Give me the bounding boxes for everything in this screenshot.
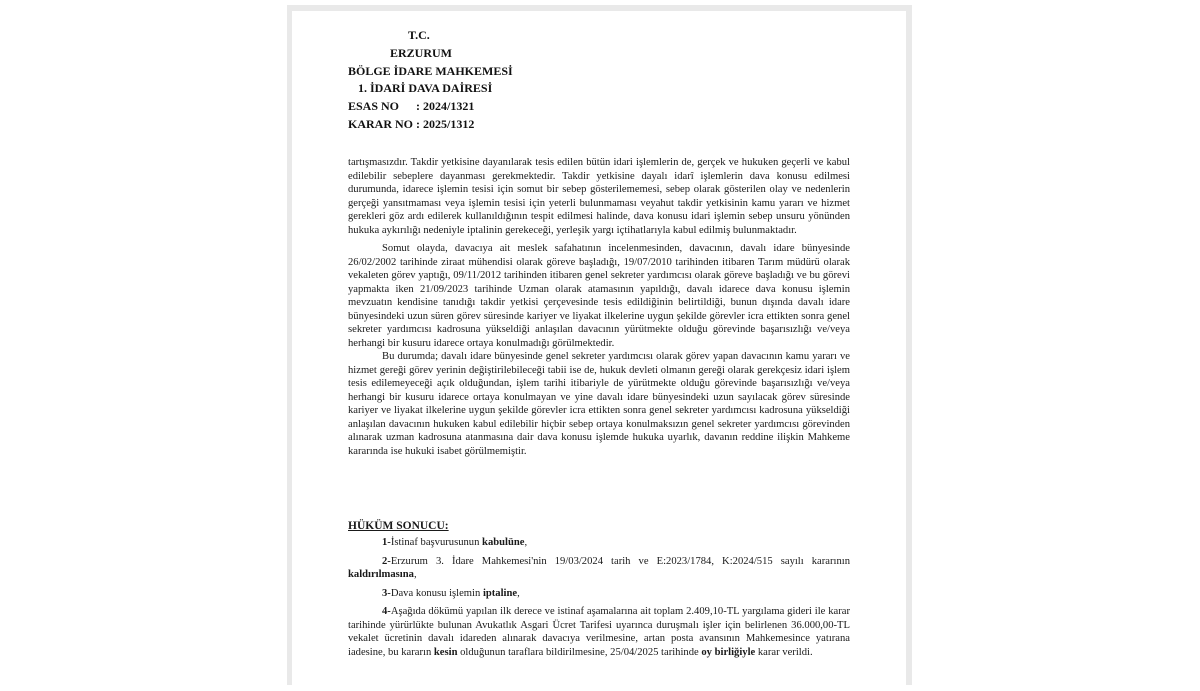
verdict-item-4-text2: olduğunun taraflara bildirilmesine, 25/04/2025 tarihinde xyxy=(457,646,702,658)
esas-label: ESAS NO xyxy=(348,99,400,113)
verdict-item-3-text: Dava konusu işlemin xyxy=(390,587,483,599)
paragraph-1: tartışmasızdır. Takdir yetkisine dayanılarak tesis edilen bütün idari işlemlerin de, gerçek ve hukuken geçerli ve kabul edilebilir sebeplere dayanması gerekmektedir. Takdir yetkisine dayalı idarî işlemlerin dava konusu edilmesi durumunda, idarece işlemin tesisi için somut bir sebep gösterilememesi, sebep olarak gösterilen olay ve nedenlerin gerçeği yansıtmaması veya işlemin tesisi için yeterli bulunmaması veyahut takdir yetkisinin kamu yararı ve hizmet gerekleri göz ardı edilerek kullanıldığının tespit edilmesi halinde, dava konusu idari işlemin sebep unsuru yönünden hukuka aykırılığı nedeniyle iptalinin gerekeceği, yerleşik yargı içtihatlarıyla kabul edilmiş bulunmaktadır. xyxy=(348,157,850,236)
verdict-item-2 xyxy=(348,555,850,582)
header-chamber: 1. İDARİ DAVA DAİRESİ xyxy=(358,81,493,95)
verdict-item-3 xyxy=(348,587,850,601)
header-court: BÖLGE İDARE MAHKEMESİ xyxy=(348,64,513,78)
verdict-item-4-text3: karar verildi. xyxy=(755,646,813,658)
paragraph-3: Bu durumda; davalı idare bünyesinde genel sekreter yardımcısı olarak görev yapan davacının kamu yararı ve hizmet gereği görev yerinin değiştirilebileceği tabii ise de, hukuk devleti olmanın gereği olarak gerekçesiz idari işlem tesis edilemeyeceği açık olduğundan, işlem tarihi itibariyle de yürütmekte olduğu görevinde başarısızlığı ve/veya herhangi bir kusuru idarece ortaya konulmayan ve yine davalı idare bünyesindeki uzun sayılacak görev süresinde kariyer ve liyakat ilkelerine uygun şekilde görevler icra ettikten sonra genel sekreter yardımcısı kadrosuna yükseldiği anlaşılan davacının hukuken kabul edilebilir hiçbir sebep ortaya konulmaksızın genel sekreter yardımcısı görevinden alınarak uzman kadrosuna atanmasına dair dava konusu işlemde hukuka uyarlık, davanın reddine ilişkin Mahkeme kararında ise hukuki isabet görülmemiştir. xyxy=(348,351,850,457)
verdict-item-4-bold-unanimous: oy birliğiyle xyxy=(701,646,756,658)
esas-number xyxy=(348,99,474,113)
verdict-item-2-end: , xyxy=(413,569,417,580)
verdict-item-1-num: 1- xyxy=(382,537,391,548)
paragraph-2: Somut olayda, davacıya ait meslek safahatının incelenmesinden, davacının, davalı idare bünyesinde 26/02/2002 tarihinde ziraat mühendisi olarak göreve başladığı, 19/07/2010 tarihinden itibaren Tarım müdürü olarak vekaleten görev yaptığı, 09/11/2012 tarihinden itibaren genel sekreter yardımcısı olarak göreve başladığı ve bu görevi yapmakta iken 21/09/2023 tarihinde Uzman olarak atamasının yapıldığı, davalı idarece dava konusu işlemin mevzuatın kendisine tanıdığı takdir yetkisi çerçevesinde tesis edildiğinin belirtildiği, bunun dışında davalı idare bünyesindeki uzun süren görev süresinde kariyer ve liyakat ilkelerine uygun şekilde görevler icra ettikten sonra genel sekreter yardımcısı kadrosuna yükseldiği anlaşılan davacının yürütmekte olduğu görevinde başarısızlığı ve/veya herhangi bir kusuru idarece ortaya konulmadığı görülmektedir. xyxy=(348,243,850,349)
verdict-item-3-bold: iptaline xyxy=(482,587,518,599)
verdict-item-4 xyxy=(348,605,850,659)
verdict-item-4-bold-kesin: kesin xyxy=(433,646,458,658)
verdict-item-4-num: 4- xyxy=(382,606,391,617)
esas-value: : 2024/1321 xyxy=(416,99,475,113)
verdict-item-2-num: 2- xyxy=(382,555,391,567)
header-city: ERZURUM xyxy=(390,46,452,60)
karar-value: : 2025/1312 xyxy=(416,117,475,131)
verdict-item-1-end: , xyxy=(524,537,528,548)
verdict-item-2-text: Erzurum 3. İdare Mahkemesi'nin 19/03/2024 tarih ve E:2023/1784, K:2024/515 sayılı kararının xyxy=(390,555,850,567)
verdict-item-1-bold: kabulüne xyxy=(482,537,525,548)
verdict-item-1-text: İstinaf başvurusunun xyxy=(390,537,483,548)
verdict-item-3-num: 3- xyxy=(382,587,391,599)
karar-label: KARAR NO xyxy=(348,117,413,131)
verdict-item-2-bold: kaldırılmasına xyxy=(348,569,414,580)
verdict-title: HÜKÜM SONUCU: xyxy=(348,520,449,532)
verdict-body xyxy=(348,536,850,659)
header-tc: T.C. xyxy=(408,28,430,42)
reasoning-body xyxy=(348,156,850,458)
verdict-item-3-end: , xyxy=(517,587,520,599)
verdict-item-4-text: Aşağıda dökümü yapılan ilk derece ve istinaf aşamalarına ait toplam 2.409,10-TL yargılama gideri ile karar tarihinde yürürlükte bulunan Avukatlık Asgari Ücret Tarifesi uyarınca duruşmalı işler için belirlenen 36.000,00-TL vekalet ücretinin davalı idareden alınarak davacıya verilmesine, artan posta avansının Mahkemesince yatırana iadesine, bu kararın xyxy=(348,606,850,658)
karar-number xyxy=(348,117,474,131)
verdict-item-1 xyxy=(348,536,850,550)
